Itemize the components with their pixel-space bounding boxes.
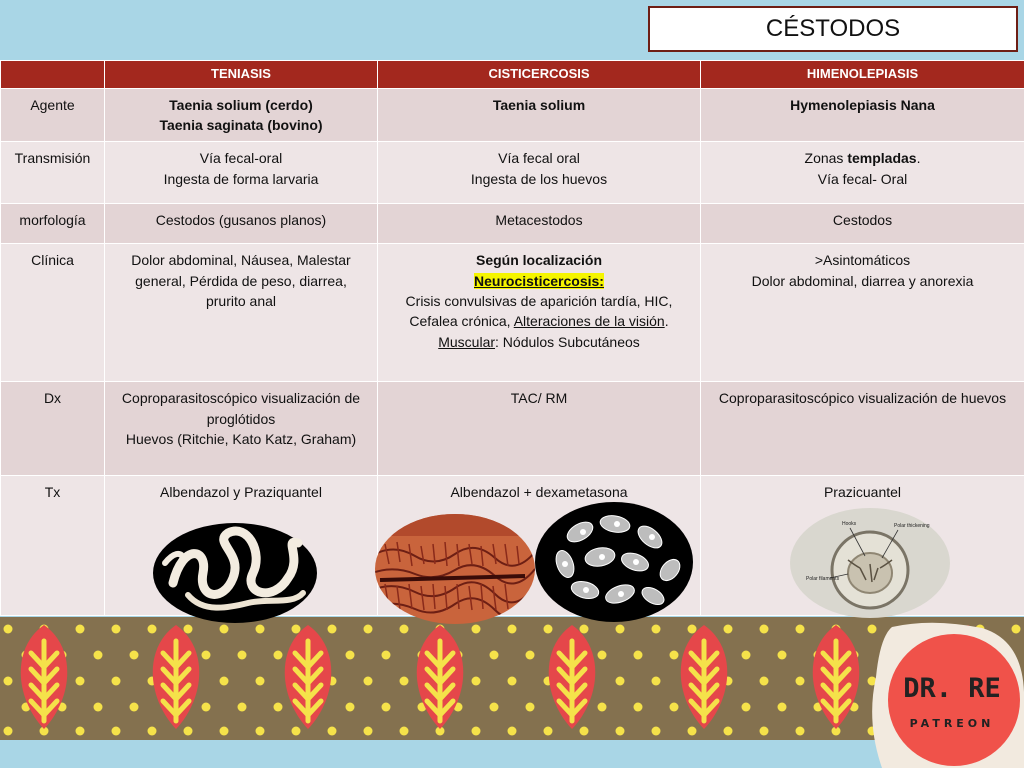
decor-dot — [760, 625, 769, 634]
cell-agente-cisticercosis — [378, 88, 701, 142]
header-himenolepiasis: HIMENOLEPIASIS — [701, 61, 1024, 89]
table-row — [1, 204, 1024, 244]
decor-dot — [400, 677, 409, 686]
row-label-tx: Tx — [1, 476, 105, 616]
decor-dot — [670, 651, 679, 660]
decor-dot — [400, 727, 409, 736]
page-title: CÉSTODOS — [648, 6, 1018, 52]
cell-line: Ingesta de los huevos — [470, 170, 608, 187]
decor-dot — [526, 651, 535, 660]
decor-dot — [580, 727, 589, 736]
cell-transmision-cisticercosis — [378, 142, 701, 204]
decor-dot — [526, 703, 535, 712]
cysticercus-histology-image — [375, 514, 535, 624]
egg-label-hooks: Hooks — [842, 521, 857, 527]
cell-line: Huevos (Ritchie, Kato Katz, Graham) — [125, 431, 357, 448]
cell-agente-himenolepiasis — [701, 88, 1024, 142]
decor-dot — [688, 727, 697, 736]
decor-dot — [130, 703, 139, 712]
cell-dx-cisticercosis: TAC/ RM — [378, 382, 701, 476]
header-teniasis: TENIASIS — [105, 61, 378, 89]
table-row — [1, 88, 1024, 142]
cell-morfologia-teniasis: Cestodos (gusanos planos) — [105, 204, 378, 244]
decor-dot — [94, 703, 103, 712]
decor-dot — [220, 727, 229, 736]
decor-dot — [4, 625, 13, 634]
decor-dot — [274, 651, 283, 660]
cell-line: Muscular: Nódulos Subcutáneos — [438, 333, 640, 350]
cell-dx-teniasis — [105, 382, 378, 476]
decor-dot — [472, 727, 481, 736]
decor-dot — [724, 727, 733, 736]
decor-dot — [778, 703, 787, 712]
cell-line — [384, 271, 694, 291]
table-row — [1, 382, 1024, 476]
decor-dot — [616, 677, 625, 686]
leaf-icon — [417, 625, 464, 729]
bottom-strip — [0, 740, 1024, 768]
decor-dot — [724, 625, 733, 634]
decor-dot — [616, 727, 625, 736]
ct-neurocysticercosis-image — [535, 502, 693, 622]
cell-line: Dolor abdominal, Náusea, Malestar general, Pérdida de peso, diarrea, prurito anal — [131, 252, 351, 310]
decor-dot — [796, 727, 805, 736]
decor-dot — [616, 625, 625, 634]
decor-dot — [490, 651, 499, 660]
decor-dot — [652, 625, 661, 634]
cell-line: Taenia solium — [492, 96, 586, 113]
decor-dot — [472, 677, 481, 686]
decor-dot — [796, 677, 805, 686]
decor-dot — [670, 703, 679, 712]
decor-dot — [508, 677, 517, 686]
decor-dot — [202, 703, 211, 712]
decor-dot — [4, 677, 13, 686]
decor-dot — [328, 625, 337, 634]
decor-dot — [382, 703, 391, 712]
decor-dot — [292, 727, 301, 736]
cell-clinica-cisticercosis — [378, 244, 701, 382]
decor-dot — [490, 703, 499, 712]
decor-dot — [364, 727, 373, 736]
row-label-clinica: Clínica — [1, 244, 105, 382]
decor-dot — [652, 677, 661, 686]
decor-dot — [544, 727, 553, 736]
cell-line: Dolor abdominal, diarrea y anorexia — [751, 272, 974, 289]
cell-transmision-himenolepiasis — [701, 142, 1024, 204]
egg-label-polar-thickening: Polar thickening — [894, 523, 930, 529]
cell-line: Vía fecal oral — [498, 150, 580, 167]
leaf-icon — [285, 625, 332, 729]
decor-dot — [76, 677, 85, 686]
cell-dx-himenolepiasis: Coproparasitoscópico visualización de huevos — [701, 382, 1024, 476]
decor-dot — [580, 625, 589, 634]
cell-line: Según localización — [475, 252, 603, 269]
row-label-transmision: Transmisión — [1, 142, 105, 204]
decor-dot — [364, 625, 373, 634]
decor-dot — [742, 703, 751, 712]
cell-line: Vía fecal- Oral — [817, 170, 908, 187]
table-header-row — [1, 61, 1024, 89]
header-cisticercosis: CISTICERCOSIS — [378, 61, 701, 89]
decor-dot — [256, 625, 265, 634]
leaf-icon — [681, 625, 728, 729]
decor-dot — [508, 727, 517, 736]
dr-re-logo — [872, 622, 1024, 768]
decor-dot — [634, 651, 643, 660]
cell-transmision-teniasis — [105, 142, 378, 204]
decor-dot — [364, 677, 373, 686]
decor-dot — [472, 625, 481, 634]
row-label-dx: Dx — [1, 382, 105, 476]
decor-dot — [760, 727, 769, 736]
cell-line: Ingesta de forma larvaria — [163, 170, 319, 187]
cell-morfologia-himenolepiasis: Cestodos — [701, 204, 1024, 244]
decor-dot — [220, 625, 229, 634]
leaf-icon — [21, 625, 68, 729]
cell-line: Taenia solium (cerdo) — [169, 96, 313, 113]
decor-dot — [634, 703, 643, 712]
decor-dot — [76, 727, 85, 736]
decorative-band — [0, 617, 1024, 740]
leaf-icon — [153, 625, 200, 729]
neurocisticercosis-highlight: Neurocisticercosis: — [474, 272, 604, 289]
decor-dot — [238, 651, 247, 660]
cell-line: Vía fecal-oral — [199, 150, 283, 167]
decor-dot — [382, 651, 391, 660]
cell-line: >Asintomáticos — [814, 252, 911, 269]
decor-dot — [274, 703, 283, 712]
decor-dot — [184, 625, 193, 634]
row-label-morfologia: morfología — [1, 204, 105, 244]
decor-dot — [130, 651, 139, 660]
decor-dot — [544, 625, 553, 634]
decor-dot — [778, 651, 787, 660]
cell-tx-teniasis: Albendazol y Praziquantel — [105, 476, 378, 616]
egg-label-polar-filaments: Polar filaments — [806, 576, 840, 582]
leaf-icon — [813, 625, 860, 729]
decor-dot — [94, 651, 103, 660]
decor-dot — [400, 625, 409, 634]
decor-dot — [346, 651, 355, 660]
hymenolepis-egg-image — [790, 508, 950, 618]
row-label-agente: Agente — [1, 88, 105, 142]
decor-dot — [598, 703, 607, 712]
decor-dot — [112, 727, 121, 736]
decor-dot — [4, 727, 13, 736]
decor-dot — [148, 727, 157, 736]
decor-dot — [508, 625, 517, 634]
decor-dot — [346, 703, 355, 712]
header-corner — [1, 61, 105, 89]
decor-dot — [292, 625, 301, 634]
decor-dot — [688, 625, 697, 634]
decor-dot — [652, 727, 661, 736]
leaf-row — [21, 625, 992, 729]
decor-dot — [760, 677, 769, 686]
cell-morfologia-cisticercosis: Metacestodos — [378, 204, 701, 244]
cell-line: Taenia saginata (bovino) — [159, 117, 323, 134]
decor-dot — [598, 651, 607, 660]
decor-dot — [328, 727, 337, 736]
logo-name: DR. RE — [903, 673, 1001, 704]
decor-dot — [184, 727, 193, 736]
leaf-pattern — [0, 617, 1024, 740]
cell-line: Zonas templadas. — [804, 150, 921, 167]
decor-dot — [238, 703, 247, 712]
cell-clinica-himenolepiasis — [701, 244, 1024, 382]
cell-tx-himenolepiasis: Prazicuantel — [701, 476, 1024, 616]
decor-dot — [256, 727, 265, 736]
logo-sub: PATREON — [909, 717, 995, 730]
cell-clinica-teniasis — [105, 244, 378, 382]
decor-dot — [148, 625, 157, 634]
table-row — [1, 244, 1024, 382]
decor-dot — [220, 677, 229, 686]
tapeworm-image — [153, 523, 318, 623]
cell-tx-cisticercosis: Albendazol + dexametasona — [378, 476, 701, 616]
decor-dot — [796, 625, 805, 634]
decor-dot — [742, 651, 751, 660]
cell-agente-teniasis — [105, 88, 378, 142]
decor-dot — [112, 677, 121, 686]
cell-line: Cefalea crónica, Alteraciones de la visión. — [409, 313, 669, 330]
decor-dot — [76, 625, 85, 634]
cell-line: Crisis convulsivas de aparición tardía, HIC, — [405, 293, 673, 310]
decor-dot — [202, 651, 211, 660]
cell-line: Coproparasitoscópico visualización de proglótidos — [121, 390, 361, 427]
leaf-icon — [549, 625, 596, 729]
table-row — [1, 142, 1024, 204]
decor-dot — [112, 625, 121, 634]
cell-line: Hymenolepiasis Nana — [790, 96, 935, 113]
decor-dot — [256, 677, 265, 686]
